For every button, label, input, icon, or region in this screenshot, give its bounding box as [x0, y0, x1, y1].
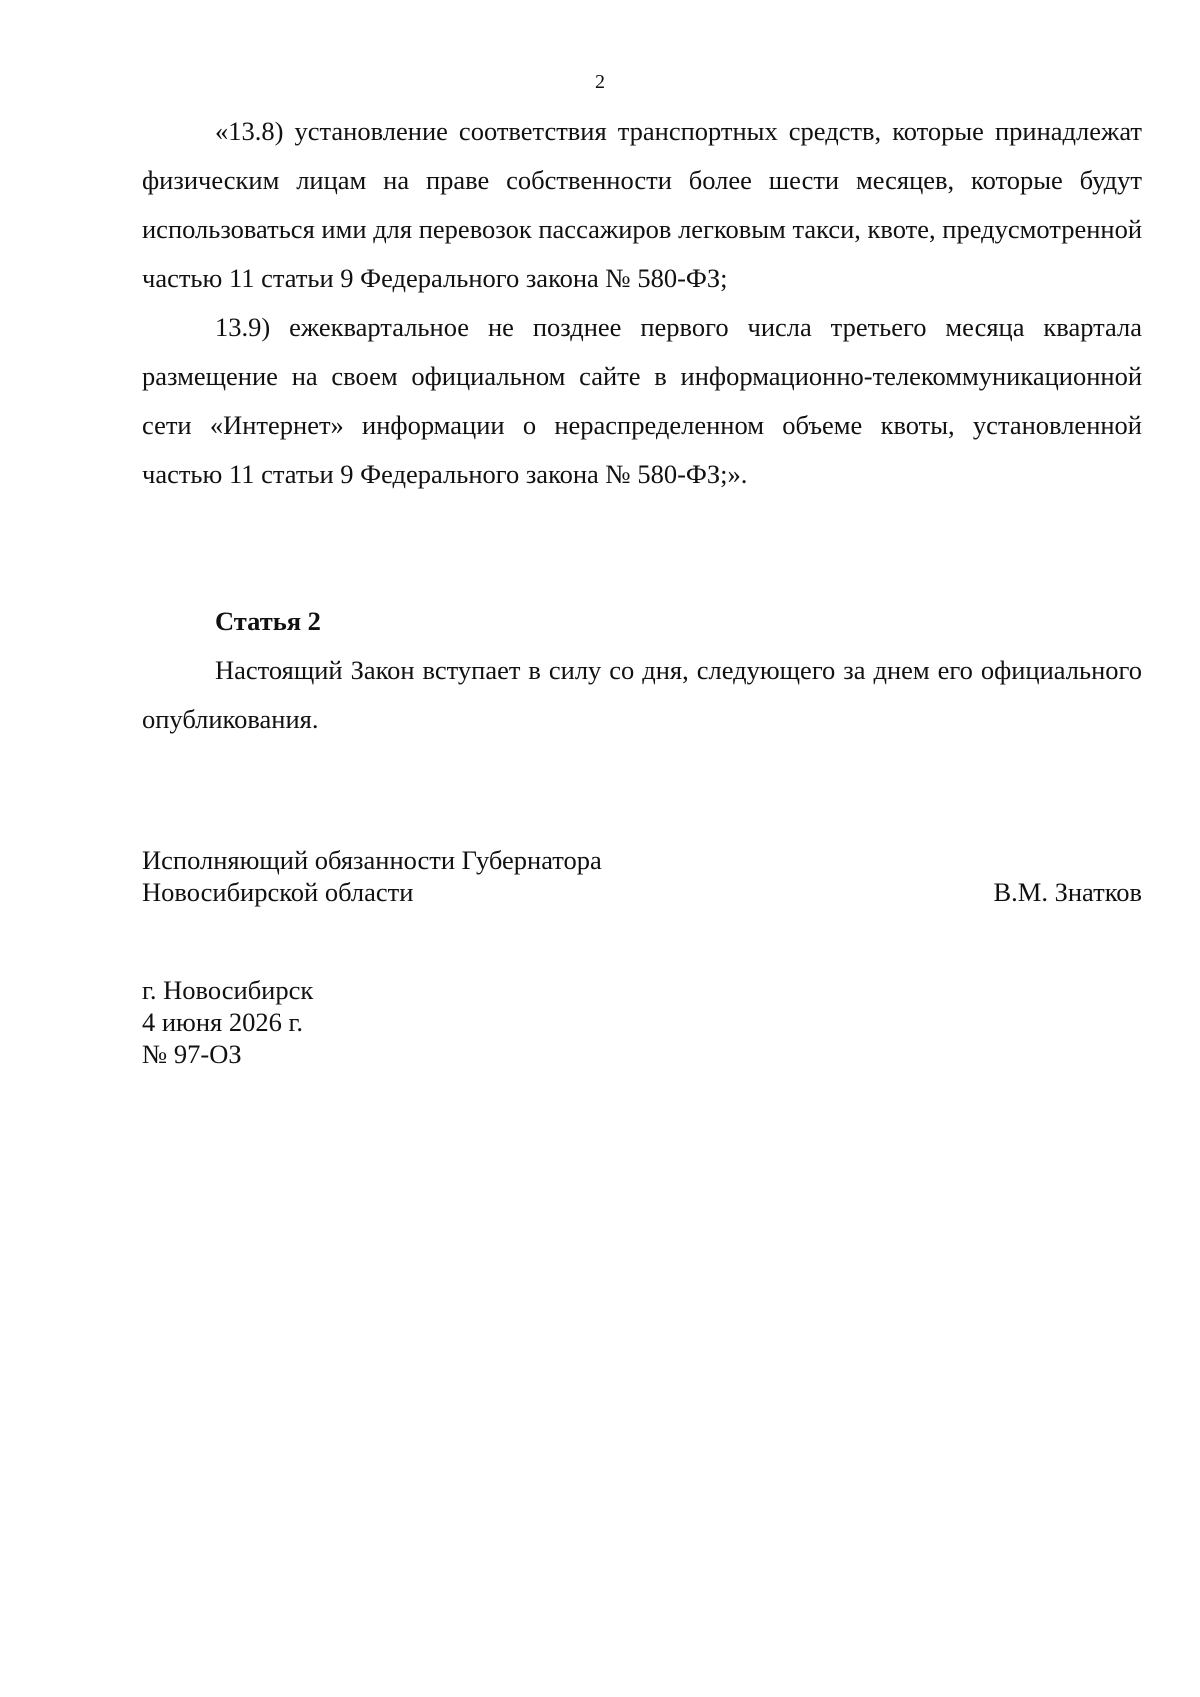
- issuance-details: [142, 974, 313, 1070]
- article-2-heading: Статья 2: [215, 606, 321, 636]
- signatory-position-line-1: Исполняющий обязанности Губернатора: [142, 845, 602, 875]
- signatory-position-line-2: Новосибирской области: [142, 877, 414, 907]
- issuance-city: г. Новосибирск: [142, 975, 314, 1005]
- paragraph-13-8: «13.8) установление соответствия транспортных средств, которые принадлежат физическим лицам на праве собственности более шести месяцев, которые будут использоваться ими для перевозок пассажиров легковым такси, квоте, предусмотренной частью 11 статьи 9 Федерального закона № 580-ФЗ;: [142, 116, 1142, 293]
- article-2-text: Настоящий Закон вступает в силу со дня, следующего за днем его официального опубликования.: [142, 655, 1142, 734]
- law-number: № 97-ОЗ: [142, 1039, 242, 1069]
- paragraph-13-9: 13.9) ежеквартальное не позднее первого числа третьего месяца квартала размещение на своем официальном сайте в информационно-телекоммуникационной сети «Интернет» информации о нераспределенном объеме квоты, установленной частью 11 статьи 9 Федерального закона № 580-ФЗ;».: [142, 312, 1142, 489]
- signature-block: [142, 844, 1142, 908]
- issuance-date: 4 июня 2026 г.: [142, 1007, 303, 1037]
- signatory-name: В.М. Знатков: [993, 877, 1142, 907]
- page-number: 2: [595, 71, 605, 93]
